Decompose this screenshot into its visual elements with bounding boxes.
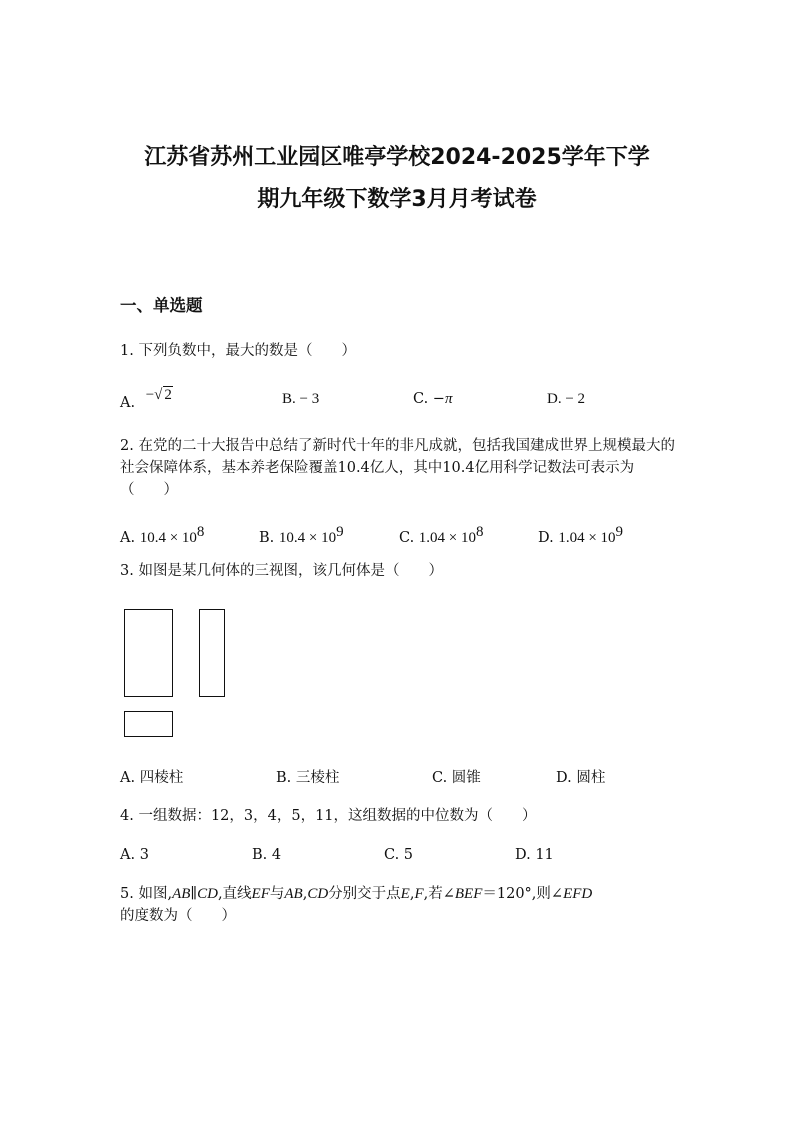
three-view-figure	[124, 609, 234, 739]
question-2-stem: 2. 在党的二十大报告中总结了新时代十年的非凡成就，包括我国建成世界上规模最大的社会保障体系，基本养老保险覆盖10.4亿人，其中10.4亿用科学记数法可表示为（ ）	[120, 438, 675, 498]
question-3-option-b: B. 三棱柱	[276, 770, 340, 786]
section-heading: 一、单选题	[120, 296, 203, 315]
question-4-option-b: B. 4	[252, 847, 282, 863]
question-5-stem-line-2: 的度数为（ ）	[120, 908, 236, 924]
question-2-option-a: A. $10.4 \times 10^8$	[120, 524, 205, 546]
question-3-option-d: D. 圆柱	[556, 770, 606, 786]
question-2-option-d: D. $1.04 \times 10^9$	[538, 524, 624, 546]
question-2-option-c: C. $1.04 \times 10^8$	[399, 524, 484, 546]
question-3-option-a: A. 四棱柱	[120, 770, 184, 786]
question-1-option-c: C. −π	[413, 391, 453, 407]
question-5-stem: 5. 如图,AB∥CD,直线EF与AB,CD分别交于点E,F,若∠BEF＝120°,则∠EFD	[120, 886, 593, 902]
front-view-rectangle	[124, 609, 173, 697]
top-view-rectangle	[124, 711, 173, 737]
exam-title-line-1: 江苏省苏州工业园区唯亭学校2024-2025学年下学	[144, 145, 650, 170]
question-4-option-d: D. 11	[515, 847, 554, 863]
exam-title-line-2: 期九年级下数学3月月考试卷	[257, 187, 537, 212]
question-2-option-b: B. $10.4 \times 10^9$	[259, 524, 344, 546]
question-4-option-a: A. 3	[120, 847, 149, 863]
question-1-stem: 1. 下列负数中，最大的数是（ ）	[120, 343, 356, 359]
question-1-option-a: A. −√ 2	[120, 387, 172, 411]
question-1-option-d: D. − 2	[547, 391, 586, 407]
question-3-stem: 3. 如图是某几何体的三视图，该几何体是（ ）	[120, 563, 443, 579]
question-4-option-c: C. 5	[384, 847, 414, 863]
question-3-option-c: C. 圆锥	[432, 770, 481, 786]
question-1-option-b: B. − 3	[282, 391, 320, 407]
side-view-rectangle	[199, 609, 225, 697]
question-4-stem: 4. 一组数据：12，3，4，5，11，这组数据的中位数为（ ）	[120, 808, 537, 824]
